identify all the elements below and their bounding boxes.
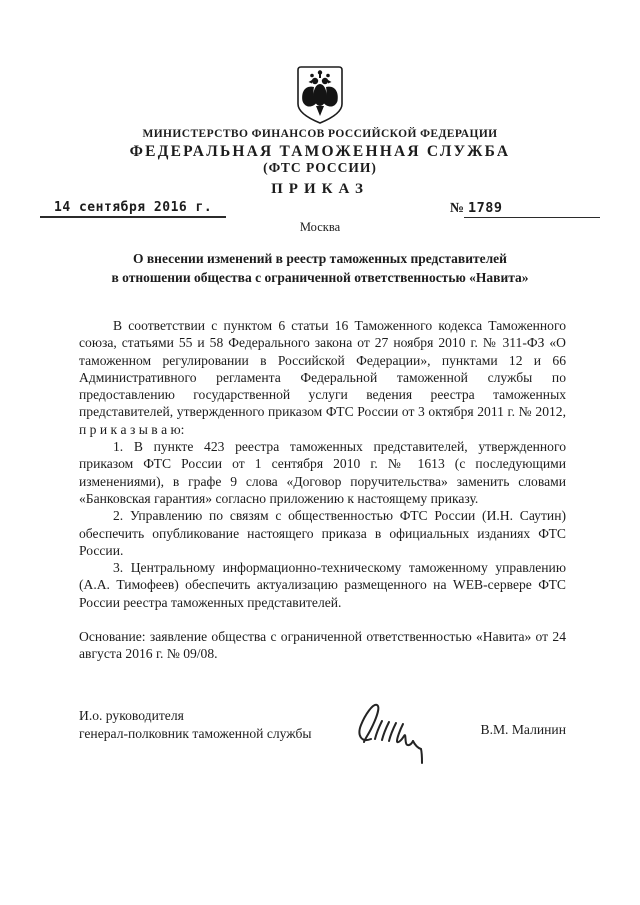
order-title-line2: в отношении общества с ограниченной ответственностью «Навита»: [111, 270, 529, 285]
order-item-1: 1. В пункте 423 реестра таможенных представителей, утвержденного приказом ФТС России от 1 сентября 2010 г. № 1613 (с последующими изменениями), в графе 9 слова «Договор поручительства» заменить словами «Банковская гарантия» согласно приложению к настоящему приказу.: [79, 439, 566, 506]
number-sign: №: [449, 201, 464, 216]
agency-short-name: (ФТС РОССИИ): [263, 160, 377, 175]
signer-position: [79, 707, 312, 743]
signer-position-line1: И.о. руководителя: [79, 707, 184, 723]
order-item-2: 2. Управлению по связям с общественностью ФТС России (И.Н. Саутин) обеспечить опубликование настоящего приказа в официальных изданиях ФТС России.: [79, 508, 566, 558]
order-title-line1: О внесении изменений в реестр таможенных представителей: [133, 251, 507, 266]
document-type: ПРИКАЗ: [271, 181, 369, 197]
signer-position-line2: генерал-полковник таможенной службы: [79, 725, 312, 741]
intro-paragraph: В соответствии с пунктом 6 статьи 16 Таможенного кодекса Таможенного союза, статьями 55 и 58 Федерального закона от 27 ноября 2010 г. № 311-ФЗ «О таможенном регулировании в Российской Федерации», пунктами 12 и 66 Административного регламента Федеральной таможенной службы по предоставлению государственной услуги ведения реестра таможенных представителей, утвержденного приказом ФТС России от 3 октября 2011 г. № 2012, п р и к а з ы в а ю:: [79, 318, 566, 437]
order-date: 14 сентября 2016 г.: [40, 200, 226, 218]
coat-of-arms-icon: [297, 66, 343, 124]
order-item-3: 3. Центральному информационно-техническому таможенному управлению (А.А. Тимофеев) обеспечить актуализацию размещенного на WEB-сервере ФТС России реестра таможенных представителей.: [79, 560, 566, 610]
order-number: 1789: [464, 200, 600, 218]
ministry-name: МИНИСТЕРСТВО ФИНАНСОВ РОССИЙСКОЙ ФЕДЕРАЦИИ: [142, 128, 498, 140]
city-name: Москва: [299, 220, 341, 234]
basis-paragraph: Основание: заявление общества с ограниченной ответственностью «Навита» от 24 августа 2016 г. № 09/08.: [79, 629, 566, 662]
order-number-field: [450, 200, 600, 218]
agency-name: ФЕДЕРАЛЬНАЯ ТАМОЖЕННАЯ СЛУЖБА: [129, 143, 511, 160]
order-body: [79, 317, 566, 663]
signature-block: [79, 707, 566, 765]
date-number-row: [0, 200, 640, 218]
signer-name: В.М. Малинин: [480, 721, 566, 737]
handwritten-signature-icon: [349, 695, 444, 765]
order-title: [0, 249, 640, 287]
